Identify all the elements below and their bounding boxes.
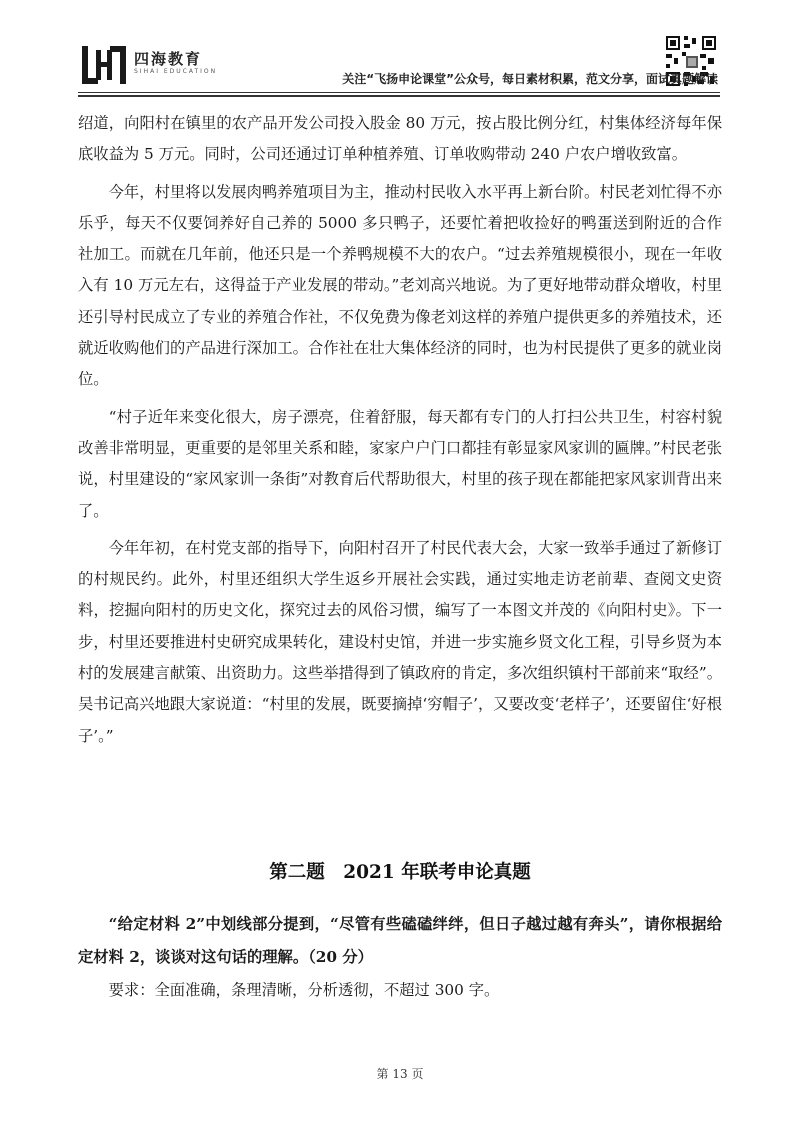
header-slogan: 关注“飞扬申论课堂”公众号，每日素材积累，范文分享，面试真题解读	[342, 72, 718, 86]
page-number: 第 13 页	[376, 1067, 424, 1081]
paragraph: “村子近年来变化很大，房子漂亮，住着舒服，每天都有专门的人打扫公共卫生，村容村貌改善非常明显，更重要的是邻里关系和睦，家家户户门口都挂有彰显家风家训的匾牌。”村民老张说，村里建设的“家风家训一条街”对教育后代帮助很大，村里的孩子现在都能把家风家训背出来了。	[78, 407, 722, 520]
page-header	[0, 0, 800, 100]
sihai-logo-icon	[80, 42, 128, 88]
question-text: “给定材料 2”中划线部分提到，“尽管有些磕磕绊绊，但日子越过越有奔头”，请你根据给定材料 2，谈谈对这句话的理解。（20 分）	[78, 915, 722, 966]
brand-subtitle: SIHAI EDUCATION	[134, 68, 218, 75]
brand-name: 四海教育	[134, 50, 203, 68]
paragraph: 绍道，向阳村在镇里的农产品开发公司投入股金 80 万元，按占股比例分红，村集体经济每年保底收益为 5 万元。同时，公司还通过订单种植养殖、订单收购带动 240 户农户增收致富。	[78, 114, 722, 164]
header-divider-thick	[78, 95, 720, 97]
paragraph: 今年，村里将以发展肉鸭养殖项目为主，推动村民收入水平再上新台阶。村民老刘忙得不亦乐乎，每天不仅要饲养好自己养的 5000 多只鸭子，还要忙着把收捡好的鸭蛋送到附近的合作社加工。而就在几年前，他还只是一个养鸭规模不大的农户。“过去养殖规模很小，现在一年收入有 10 万元左右，这得益于产业发展的带动。”老刘高兴地说。为了更好地带动群众增收，村里还引导村民成立了专业的养殖合作社，不仅免费为像老刘这样的养殖户提供更多的养殖技术，还就近收购他们的产品进行深加工。合作社在壮大集体经济的同时，也为村民提供了更多的就业岗位。	[78, 182, 722, 389]
requirement-text: 要求：全面准确，条理清晰，分析透彻，不超过 300 字。	[108, 981, 500, 999]
material-body	[78, 108, 722, 758]
section-title: 第二题 2021 年联考申论真题	[269, 862, 531, 883]
header-divider	[78, 92, 720, 93]
paragraph: 今年年初，在村党支部的指导下，向阳村召开了村民代表大会，大家一致举手通过了新修订的村规民约。此外，村里还组织大学生返乡开展社会实践，通过实地走访老前辈、查阅文史资料，挖掘向阳村的历史文化，探究过去的风俗习惯，编写了一本图文并茂的《向阳村史》。下一步，村里还要推进村史研究成果转化，建设村史馆，并进一步实施乡贤文化工程，引导乡贤为本村的发展建言献策、出资助力。这些举措得到了镇政府的肯定，多次组织镇村干部前来“取经”。吴书记高兴地跟大家说道：“村里的发展，既要摘掉‘穷帽子’，又要改变‘老样子’，还要留住‘好根子’。”	[78, 538, 723, 745]
